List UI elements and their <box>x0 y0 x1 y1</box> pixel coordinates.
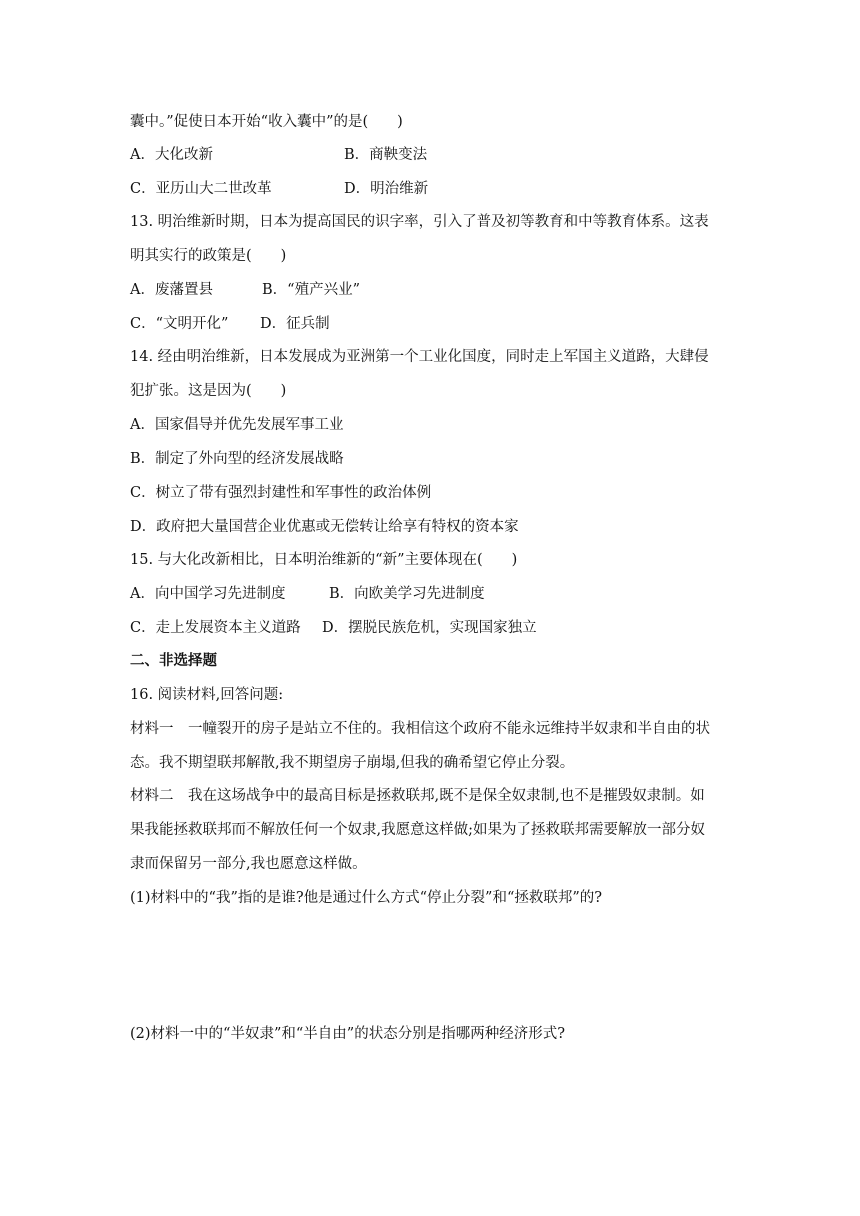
q16-material1-line2: 态。我不期望联邦解散,我不期望房子崩塌,但我的确希望它停止分裂。 <box>130 755 575 771</box>
q16-subquestion-1: (1)材料中的“我”指的是谁?他是通过什么方式“停止分裂”和“拯救联邦”的? <box>130 890 603 906</box>
section-heading: 二、非选择题 <box>130 652 217 669</box>
q14-stem-line2: 犯扩张。这是因为( ) <box>130 383 287 399</box>
q16-material1-line1: 材料一 一幢裂开的房子是站立不住的。我相信这个政府不能永远维持半奴隶和半自由的状 <box>130 721 710 737</box>
q12-stem-tail: 囊中。”促使日本开始“收入囊中”的是( ) <box>130 114 403 130</box>
q14-option-d: D．政府把大量国营企业优惠或无偿转让给享有特权的资本家 <box>130 519 519 535</box>
q13-option-a: A．废藩置县 <box>130 282 213 298</box>
q12-option-b: B．商鞅变法 <box>344 147 428 163</box>
q16-subquestion-2: (2)材料一中的“半奴隶”和“半自由”的状态分别是指哪两种经济形式? <box>130 1026 565 1042</box>
q15-option-d: D．摆脱民族危机，实现国家独立 <box>322 620 537 636</box>
q14-option-b: B．制定了外向型的经济发展战略 <box>130 451 344 467</box>
q13-option-c: C．“文明开化” <box>130 316 229 332</box>
q13-option-d: D．征兵制 <box>260 316 330 332</box>
q15-stem: 15. 与大化改新相比，日本明治维新的“新”主要体现在( ) <box>130 552 518 568</box>
q15-option-c: C．走上发展资本主义道路 <box>130 620 301 636</box>
q12-option-d: D．明治维新 <box>344 181 429 197</box>
q13-stem-line1: 13. 明治维新时期，日本为提高国民的识字率，引入了普及初等教育和中等教育体系。这表 <box>130 214 709 230</box>
q15-option-b: B．向欧美学习先进制度 <box>329 586 485 602</box>
q16-material2-line1: 材料二 我在这场战争中的最高目标是拯救联邦,既不是保全奴隶制,也不是摧毁奴隶制。如 <box>130 788 705 804</box>
q16-intro: 16. 阅读材料,回答问题: <box>130 687 284 703</box>
q13-option-b: B．“殖产兴业” <box>262 282 360 298</box>
q14-stem-line1: 14. 经由明治维新，日本发展成为亚洲第一个工业化国度，同时走上军国主义道路，大肆侵 <box>130 349 709 365</box>
q16-material2-line3: 隶而保留另一部分,我也愿意这样做。 <box>130 856 367 872</box>
q12-option-c: C．亚历山大二世改革 <box>130 181 272 197</box>
q13-stem-line2: 明其实行的政策是( ) <box>130 248 287 264</box>
q15-option-a: A．向中国学习先进制度 <box>130 586 286 602</box>
q12-option-a: A．大化改新 <box>130 147 213 163</box>
q14-option-c: C．树立了带有强烈封建性和军事性的政治体例 <box>130 485 432 501</box>
q14-option-a: A．国家倡导并优先发展军事工业 <box>130 417 344 433</box>
q16-material2-line2: 果我能拯救联邦而不解放任何一个奴隶,我愿意这样做;如果为了拯救联邦需要解放一部分奴 <box>130 822 705 838</box>
